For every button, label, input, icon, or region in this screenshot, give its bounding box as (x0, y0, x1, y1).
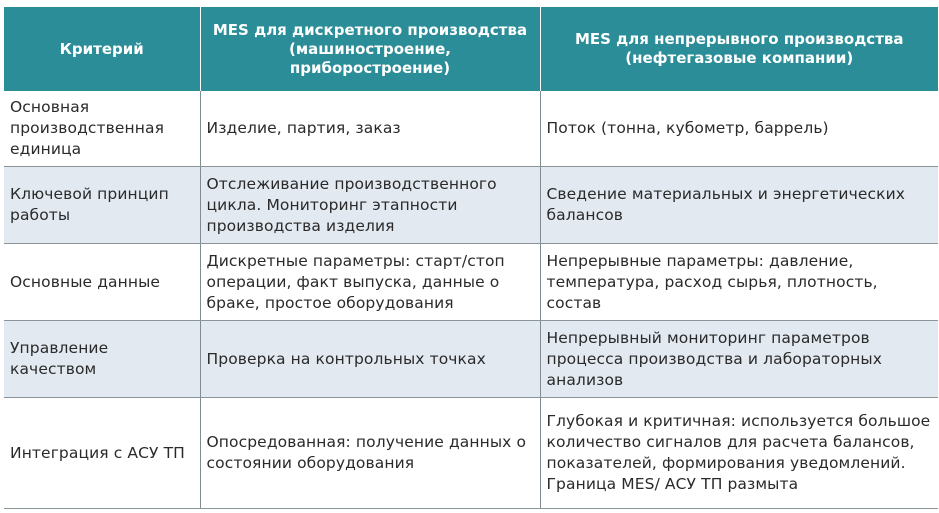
discrete-cell: Отслеживание производственного цикла. Мониторинг этапности производства изделия (200, 167, 540, 244)
table-row (4, 398, 938, 509)
criterion-cell: Ключевой принцип работы (4, 167, 200, 244)
criterion-cell: Интеграция с АСУ ТП (4, 398, 200, 509)
header-discrete-mes: MES для дискретного производства (машиностроение, приборостроение) (200, 7, 540, 91)
continuous-cell: Непрерывный мониторинг параметров процесса производства и лабораторных анализов (540, 321, 938, 398)
table-body (4, 91, 938, 509)
criterion-cell: Управление качеством (4, 321, 200, 398)
mes-comparison-table (4, 7, 938, 509)
continuous-cell: Поток (тонна, кубометр, баррель) (540, 91, 938, 167)
discrete-cell: Опосредованная: получение данных о состоянии оборудования (200, 398, 540, 509)
continuous-cell: Непрерывные параметры: давление, температура, расход сырья, плотность, состав (540, 244, 938, 321)
table-row (4, 167, 938, 244)
table-header (4, 7, 938, 91)
table-row (4, 321, 938, 398)
table-row (4, 91, 938, 167)
table-row (4, 244, 938, 321)
criterion-cell: Основные данные (4, 244, 200, 321)
discrete-cell: Изделие, партия, заказ (200, 91, 540, 167)
continuous-cell: Глубокая и критичная: используется большое количество сигналов для расчета балансов, показателей, формирования уведомлений. Граница MES/ АСУ ТП размыта (540, 398, 938, 509)
header-criterion: Критерий (4, 7, 200, 91)
discrete-cell: Дискретные параметры: старт/стоп операции, факт выпуска, данные о браке, простое оборудования (200, 244, 540, 321)
continuous-cell: Сведение материальных и энергетических балансов (540, 167, 938, 244)
criterion-cell: Основная производственная единица (4, 91, 200, 167)
discrete-cell: Проверка на контрольных точках (200, 321, 540, 398)
header-continuous-mes: MES для непрерывного производства (нефтегазовые компании) (540, 7, 938, 91)
header-row (4, 7, 938, 91)
